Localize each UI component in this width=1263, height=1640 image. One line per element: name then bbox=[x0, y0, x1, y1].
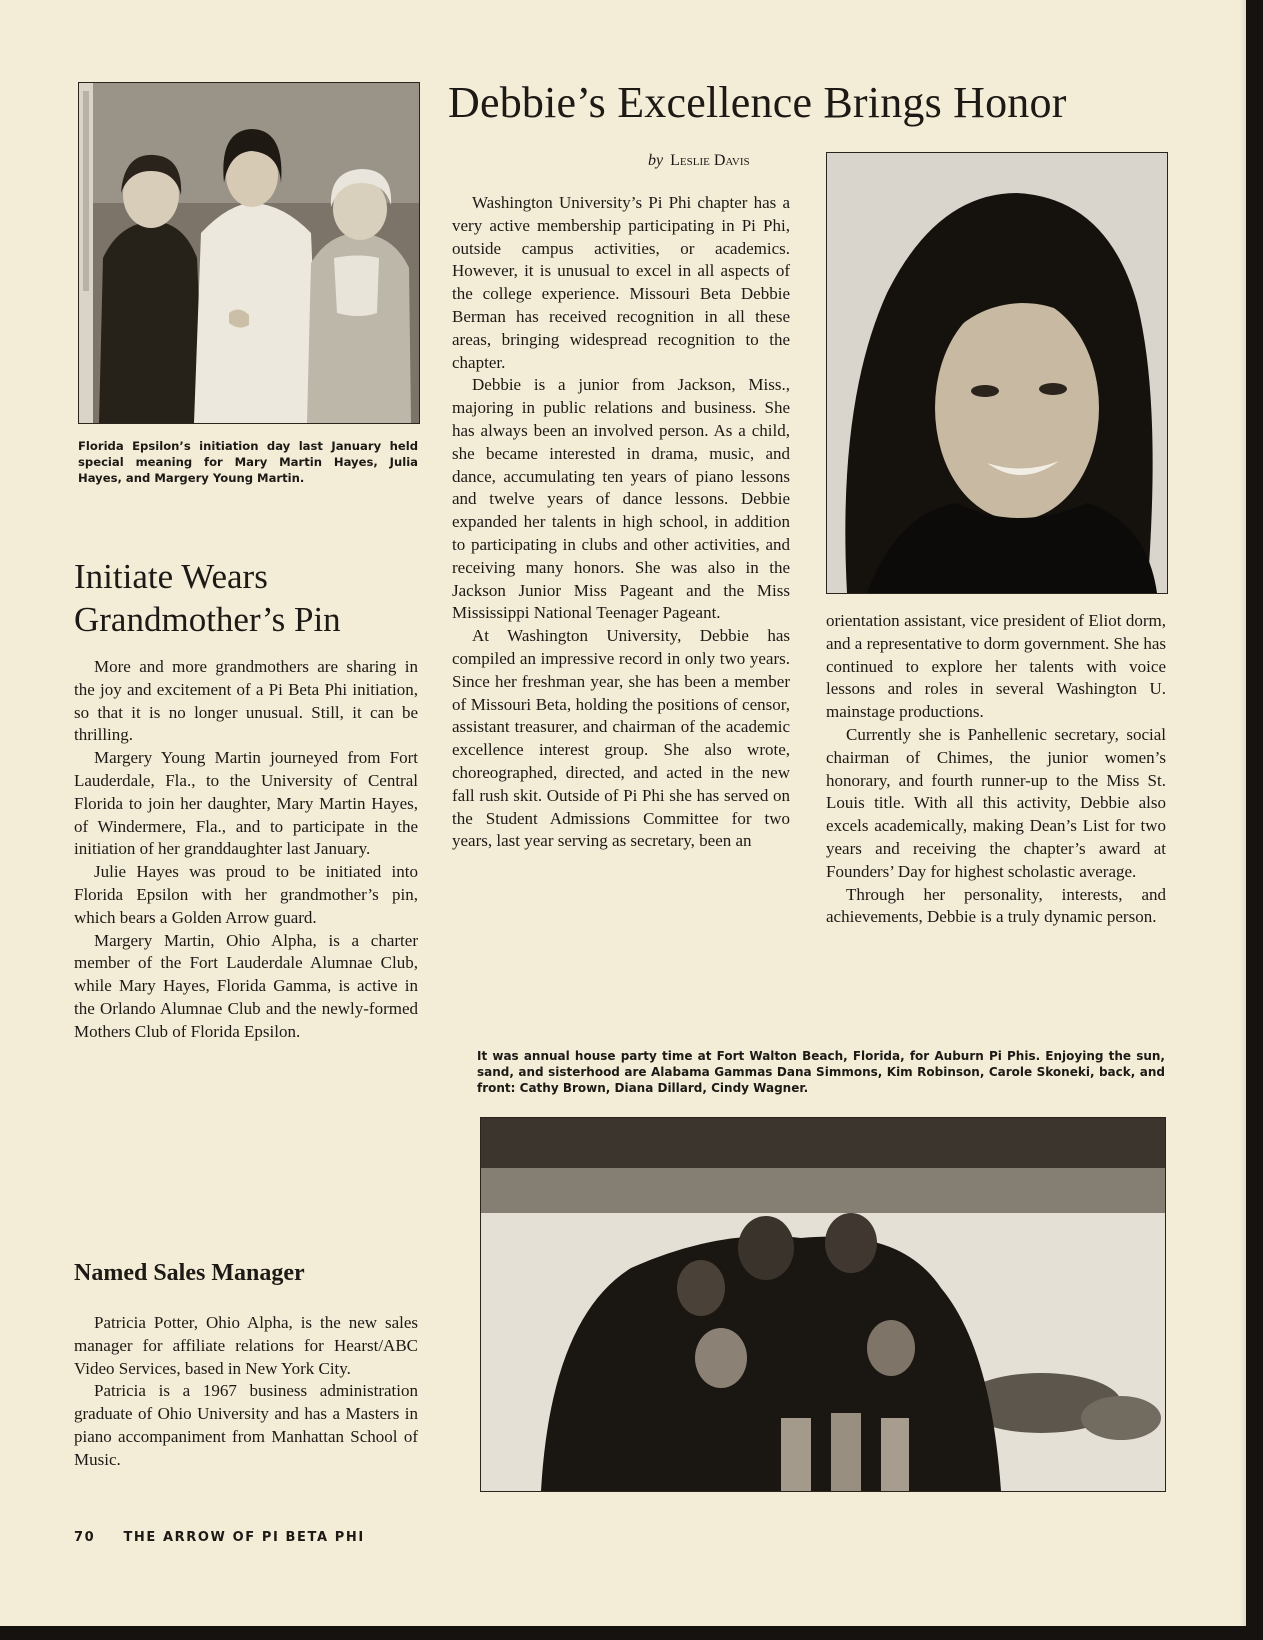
initiate-paragraph: Julie Hayes was proud to be initiated into Florida Epsilon with her grandmother’s pin, which bears a Golden Arrow guard. bbox=[74, 862, 418, 927]
page-footer bbox=[74, 1530, 365, 1545]
beach-photo-caption: It was annual house party time at Fort Walton Beach, Florida, for Auburn Pi Phis. Enjoying the sun, sand, and sisterhood are Alabama Gammas Dana Simmons, Kim Robinson, Carole Skoneki, back, and front: Cathy Brown, Diana Dillard, Cindy Wagner. bbox=[477, 1049, 1165, 1095]
initiate-paragraph: Margery Martin, Ohio Alpha, is a charter member of the Fort Lauderdale Alumnae Club, while Mary Hayes, Florida Gamma, is active in the Orlando Alumnae Club and the newly-formed Mothers Club of Florida Epsilon. bbox=[74, 930, 418, 1041]
main-paragraph: orientation assistant, vice president of Eliot dorm, and a representative to dorm government. She has continued to explore her talents with voice lessons and roles in several Washington U. mainstage productions. bbox=[826, 611, 1166, 722]
sales-headline: Named Sales Manager bbox=[74, 1260, 305, 1286]
initiate-headline bbox=[74, 555, 341, 641]
main-paragraph: At Washington University, Debbie has compiled an impressive record in only two years. Since her freshman year, she has been a member of Missouri Beta, holding the positions of censor, assistant treasurer, and chairman of the academic excellence interest group. She also wrote, choreographed, directed, and acted in the new fall rush skit. Outside of Pi Phi she has served on the Student Admissions Committee for two years, last year serving as secretary, been an bbox=[452, 626, 790, 851]
page-number: 70 bbox=[74, 1530, 96, 1545]
debbie-portrait bbox=[826, 152, 1168, 594]
main-paragraph: Through her personality, interests, and achievements, Debbie is a truly dynamic person. bbox=[826, 884, 1166, 927]
initiation-photo bbox=[78, 82, 420, 424]
main-article-column-1 bbox=[452, 192, 790, 853]
main-article-column-2 bbox=[826, 610, 1166, 929]
beach-photo bbox=[480, 1117, 1166, 1492]
initiation-photo-image bbox=[79, 83, 419, 423]
publication-name: THE ARROW OF PI BETA PHI bbox=[123, 1530, 365, 1545]
sales-body bbox=[74, 1312, 418, 1472]
main-headline: Debbie’s Excellence Brings Honor bbox=[448, 78, 1067, 127]
initiation-photo-caption: Florida Epsilon’s initiation day last January held special meaning for Mary Martin Hayes, Julia Hayes, and Margery Young Martin. bbox=[78, 439, 418, 485]
initiate-paragraph: More and more grandmothers are sharing in the joy and excitement of a Pi Beta Phi initiation, so that it is no longer unusual. Still, it can be thrilling. bbox=[74, 657, 418, 745]
byline-prefix: by bbox=[648, 152, 664, 169]
beach-photo-image bbox=[481, 1118, 1165, 1491]
initiate-body bbox=[74, 656, 418, 1044]
byline-author: Leslie Davis bbox=[670, 152, 750, 169]
main-paragraph: Debbie is a junior from Jackson, Miss., majoring in public relations and business. She has always been an involved person. As a child, she became interested in drama, music, and dance, accumulating ten years of piano lessons and twelve years of dance lessons. Debbie expanded her talents in high school, in addition to participating in clubs and other activities, and receiving many honors. She was also in the Jackson Junior Miss Pageant and the Miss Mississippi National Teenager Pageant. bbox=[452, 375, 790, 623]
sales-paragraph: Patricia Potter, Ohio Alpha, is the new sales manager for affiliate relations for Hearst/ABC Video Services, based in New York City. bbox=[74, 1313, 418, 1378]
initiate-headline-line1: Initiate Wears bbox=[74, 557, 268, 596]
initiate-headline-line2: Grandmother’s Pin bbox=[74, 600, 341, 639]
debbie-portrait-image bbox=[827, 153, 1167, 593]
main-paragraph: Washington University’s Pi Phi chapter has a very active membership participating in Pi Phi, outside campus activities, or academics. However, it is unusual to excel in all aspects of the college experience. Missouri Beta Debbie Berman has received recognition in all these areas, bringing widespread recognition to the chapter. bbox=[452, 193, 790, 372]
sales-paragraph: Patricia is a 1967 business administration graduate of Ohio University and has a Masters in piano accompaniment from Manhattan School of Music. bbox=[74, 1381, 418, 1469]
initiate-paragraph: Margery Young Martin journeyed from Fort Lauderdale, Fla., to the University of Central Florida to join her daughter, Mary Martin Hayes, of Windermere, Fla., and to participate in the initiation of her granddaughter last January. bbox=[74, 748, 418, 859]
byline bbox=[648, 152, 750, 170]
main-paragraph: Currently she is Panhellenic secretary, social chairman of Chimes, the junior women’s honorary, and fourth runner-up to the Miss St. Louis title. With all this activity, Debbie also excels academically, making Dean’s List for two years and receiving the chapter’s award at Founders’ Day for highest scholastic average. bbox=[826, 724, 1166, 881]
